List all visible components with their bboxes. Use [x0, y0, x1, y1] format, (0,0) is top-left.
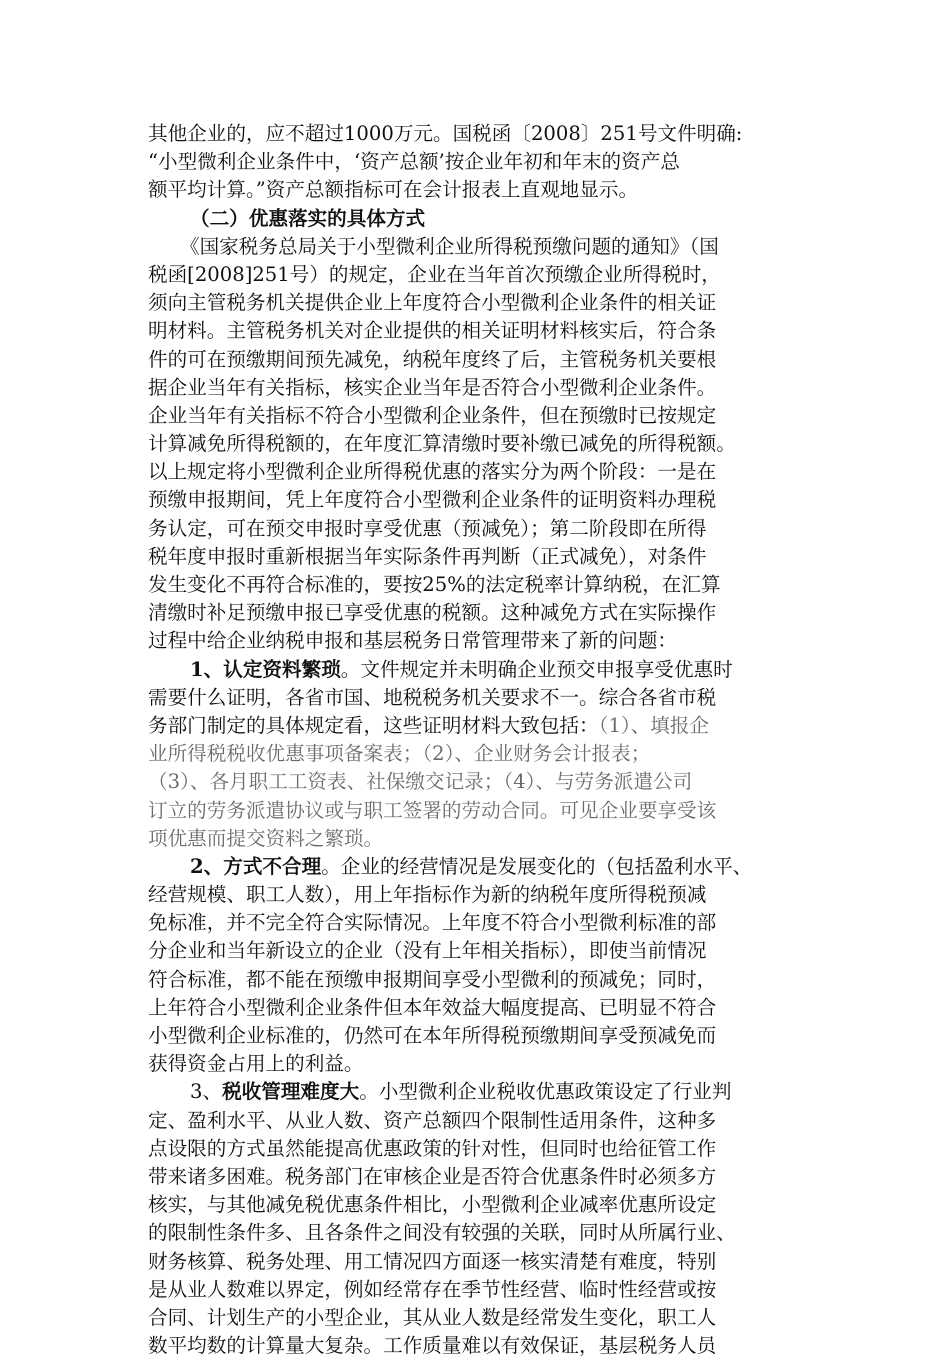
text-line: 企业当年有关指标不符合小型微利企业条件，但在预缴时已按规定 [148, 403, 717, 427]
text-line: 核实，与其他减免税优惠条件相比，小型微利企业减率优惠所设定 [148, 1193, 717, 1217]
text-run: 务部门制定的具体规定看，这些证明材料大致包括： [148, 713, 599, 737]
text-line: 据企业当年有关指标，核实企业当年是否符合小型微利企业条件。 [148, 375, 717, 399]
text-line: 务认定，可在预交申报时享受优惠（预减免）；第二阶段即在所得 [148, 516, 707, 540]
text-line: 数平均数的计算量大复杂。工作质量难以有效保证，基层税务人员 [148, 1334, 717, 1358]
point-3-number: 3、 [190, 1080, 223, 1104]
text-line: 小型微利企业标准的，仍然可在本年所得税预缴期间享受预减免而 [148, 1024, 717, 1047]
text-line: 件的可在预缴期间预先减免，纳税年度终了后，主管税务机关要根 [148, 347, 717, 371]
text-line: 点设限的方式虽然能提高优惠政策的针对性，但同时也给征管工作 [148, 1136, 717, 1160]
text-line: 须向主管税务机关提供企业上年度符合小型微利企业条件的相关证 [148, 291, 717, 315]
point-3-line [148, 1078, 808, 1106]
text-line: 额平均计算。”资产总额指标可在会计报表上直观地显示。 [148, 178, 639, 202]
text-line-gray: 业所得税税收优惠事项备案表；（2）、企业财务会计报表； [148, 742, 651, 766]
point-1-title: 1、认定资料繁琐 [190, 657, 341, 681]
text-run: 。文件规定并未明确企业预交申报享受优惠时 [340, 657, 733, 681]
point-3-title: 税收管理难度大 [222, 1080, 360, 1104]
text-line: 定、盈利水平、从业人数、资产总额四个限制性适用条件，这种多 [148, 1108, 717, 1132]
text-line: 的限制性条件多、且各条件之间没有较强的关联，同时从所属行业、 [148, 1221, 736, 1245]
text-line: 上年符合小型微利企业条件但本年效益大幅度提高、已明显不符合 [148, 995, 717, 1019]
point-1-line [148, 656, 808, 684]
point-2-title: 2、方式不合理 [190, 854, 322, 878]
text-line [148, 712, 808, 740]
text-line-gray: 项优惠而提交资料之繁琐。 [148, 826, 384, 850]
text-run: 。企业的经营情况是发展变化的（包括盈利水平、 [321, 854, 753, 878]
text-line: 是从业人数难以界定，例如经常存在季节性经营、临时性经营或按 [148, 1277, 717, 1301]
text-line: 需要什么证明，各省市国、地税税务机关要求不一。综合各省市税 [148, 685, 717, 709]
text-line: 《国家税务总局关于小型微利企业所得税预缴问题的通知》（国 [180, 234, 719, 258]
point-2-line [148, 853, 808, 881]
text-run: 。小型微利企业税收优惠政策设定了行业判 [359, 1080, 732, 1104]
text-run-gray: （1）、填报企 [598, 713, 710, 737]
text-line-gray: 订立的劳务派遣协议或与职工签署的劳动合同。可见企业要享受该 [148, 798, 717, 822]
text-line: 预缴申报期间，凭上年度符合小型微利企业条件的证明资料办理税 [148, 488, 717, 512]
text-line: 免标准，并不完全符合实际情况。上年度不符合小型微利标准的部 [148, 911, 717, 935]
text-line: 税函[2008]251号）的规定，企业在当年首次预缴企业所得税时， [148, 262, 721, 286]
text-line: 税年度申报时重新根据当年实际条件再判断（正式减免），对条件 [148, 544, 707, 568]
text-line: 财务核算、税务处理、用工情况四方面逐一核实清楚有难度，特别 [148, 1249, 717, 1273]
text-line: 计算减免所得税额的，在年度汇算清缴时要补缴已减免的所得税额。 [148, 432, 736, 456]
section-heading: （二）优惠落实的具体方式 [190, 206, 426, 230]
text-line: 带来诸多困难。税务部门在审核企业是否符合优惠条件时必须多方 [148, 1164, 717, 1188]
text-line: 清缴时补足预缴申报已享受优惠的税额。这种减免方式在实际操作 [148, 601, 717, 625]
text-line: 合同、计划生产的小型企业，其从业人数是经常发生变化，职工人 [148, 1305, 717, 1329]
text-line: 获得资金占用上的利益。 [148, 1052, 364, 1076]
text-line: 以上规定将小型微利企业所得税优惠的落实分为两个阶段：一是在 [148, 460, 717, 484]
body-text [148, 120, 808, 1360]
text-line: 发生变化不再符合标准的，要按25%的法定税率计算纳税，在汇算 [148, 573, 721, 596]
text-line: 经营规模、职工人数），用上年指标作为新的纳税年度所得税预减 [148, 883, 707, 907]
text-line-gray: （3）、各月职工工资表、社保缴交记录；（4）、与劳务派遣公司 [148, 770, 693, 794]
text-line: “小型微利企业条件中，‘资产总额’按企业年初和年末的资产总 [148, 150, 680, 174]
text-line: 符合标准，都不能在预缴申报期间享受小型微利的预减免；同时， [148, 967, 717, 991]
text-line: 过程中给企业纳税申报和基层税务日常管理带来了新的问题： [148, 629, 678, 653]
text-line: 分企业和当年新设立的企业（没有上年相关指标），即使当前情况 [148, 939, 707, 963]
text-line: 明材料。主管税务机关对企业提供的相关证明材料核实后，符合条 [148, 319, 717, 343]
text-line: 其他企业的，应不超过1000万元。国税函〔2008〕251号文件明确: [148, 122, 743, 145]
